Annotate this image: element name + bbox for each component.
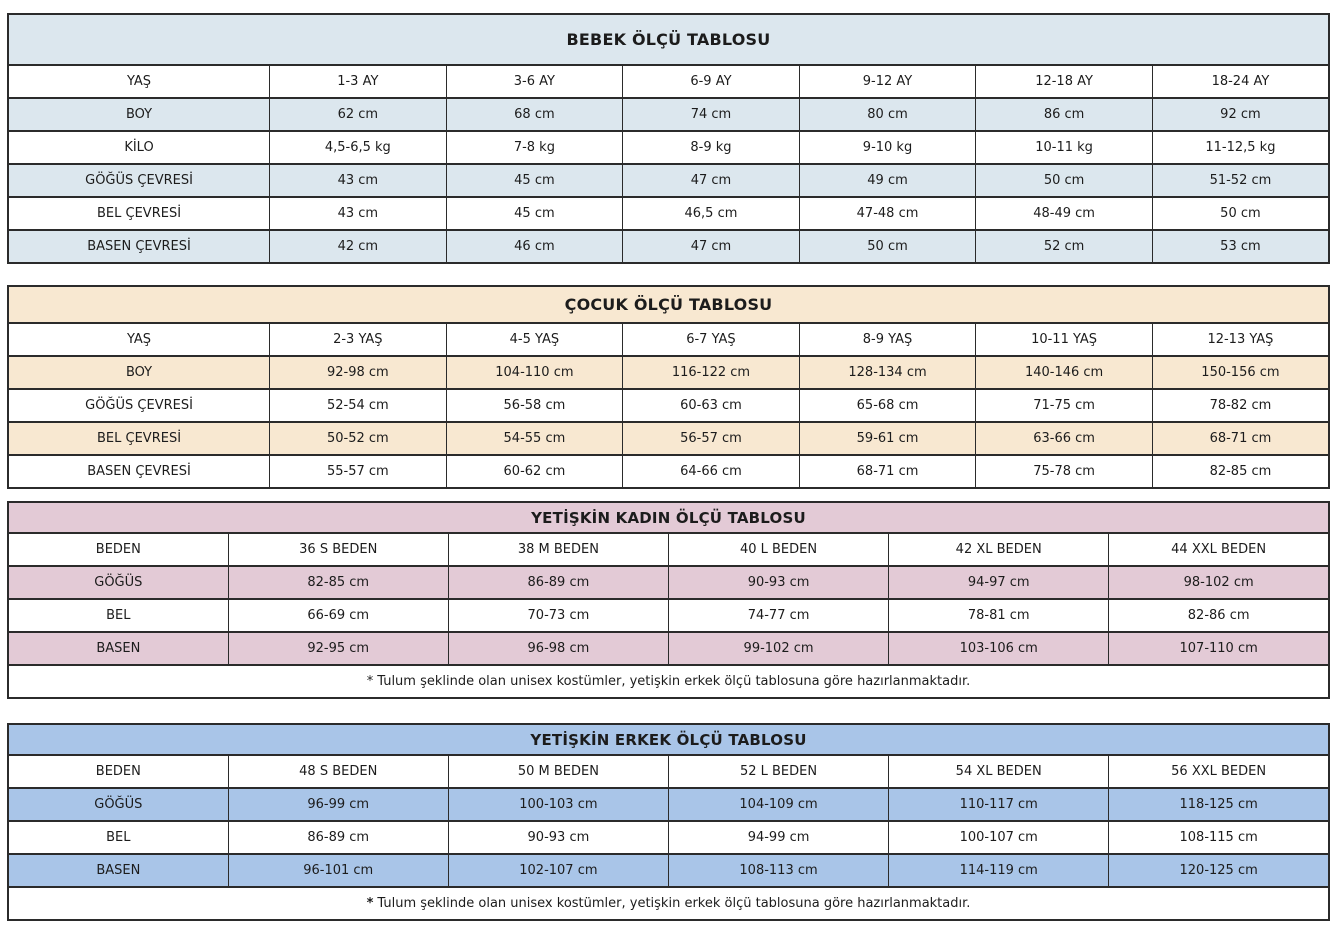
value-cell: 49 cm — [799, 164, 976, 197]
note-text: Tulum şeklinde olan unisex kostümler, yetişkin erkek ölçü tablosuna göre hazırlanmaktadır. — [377, 674, 971, 689]
value-cell: 68-71 cm — [799, 455, 976, 488]
value-cell: 2-3 YAŞ — [270, 323, 447, 356]
value-cell: 150-156 cm — [1152, 356, 1329, 389]
row-label: BOY — [8, 356, 270, 389]
value-cell: 50-52 cm — [270, 422, 447, 455]
value-cell: 104-109 cm — [668, 788, 888, 821]
value-cell: 47 cm — [623, 230, 800, 263]
value-cell: 6-7 YAŞ — [623, 323, 800, 356]
row-label: BEL — [8, 821, 228, 854]
value-cell: 92-98 cm — [270, 356, 447, 389]
value-cell: 42 cm — [270, 230, 447, 263]
value-cell: 74-77 cm — [668, 599, 888, 632]
table-row — [8, 197, 1329, 230]
row-label: BEDEN — [8, 533, 228, 566]
value-cell: 18-24 AY — [1152, 65, 1329, 98]
value-cell: 47-48 cm — [799, 197, 976, 230]
note-row — [8, 887, 1329, 920]
table-row — [8, 164, 1329, 197]
row-label: GÖĞÜS ÇEVRESİ — [8, 164, 270, 197]
table-row — [8, 821, 1329, 854]
row-label: YAŞ — [8, 323, 270, 356]
row-label: BEL ÇEVRESİ — [8, 197, 270, 230]
value-cell: 92-95 cm — [228, 632, 448, 665]
value-cell: 9-10 kg — [799, 131, 976, 164]
table-row — [8, 98, 1329, 131]
value-cell: 70-73 cm — [448, 599, 668, 632]
value-cell: 86-89 cm — [228, 821, 448, 854]
value-cell: 60-63 cm — [623, 389, 800, 422]
value-cell: 48-49 cm — [976, 197, 1153, 230]
value-cell: 52 L BEDEN — [668, 755, 888, 788]
value-cell: 50 cm — [976, 164, 1153, 197]
value-cell: 80 cm — [799, 98, 976, 131]
value-cell: 94-99 cm — [668, 821, 888, 854]
value-cell: 99-102 cm — [668, 632, 888, 665]
value-cell: 54-55 cm — [446, 422, 623, 455]
value-cell: 10-11 kg — [976, 131, 1153, 164]
table-row — [8, 131, 1329, 164]
value-cell: 52 cm — [976, 230, 1153, 263]
row-label: BASEN — [8, 632, 228, 665]
value-cell: 63-66 cm — [976, 422, 1153, 455]
value-cell: 128-134 cm — [799, 356, 976, 389]
value-cell: 82-85 cm — [228, 566, 448, 599]
row-label: BASEN ÇEVRESİ — [8, 455, 270, 488]
value-cell: 104-110 cm — [446, 356, 623, 389]
value-cell: 12-13 YAŞ — [1152, 323, 1329, 356]
erkek-table-note — [8, 887, 1329, 920]
value-cell: 10-11 YAŞ — [976, 323, 1153, 356]
value-cell: 65-68 cm — [799, 389, 976, 422]
table-row — [8, 599, 1329, 632]
value-cell: 103-106 cm — [889, 632, 1109, 665]
table-row — [8, 566, 1329, 599]
value-cell: 75-78 cm — [976, 455, 1153, 488]
cocuk-table-title: ÇOCUK ÖLÇÜ TABLOSU — [8, 286, 1329, 323]
value-cell: 86-89 cm — [448, 566, 668, 599]
value-cell: 90-93 cm — [448, 821, 668, 854]
value-cell: 94-97 cm — [889, 566, 1109, 599]
table-row — [8, 422, 1329, 455]
value-cell: 102-107 cm — [448, 854, 668, 887]
value-cell: 54 XL BEDEN — [889, 755, 1109, 788]
row-label: BASEN — [8, 854, 228, 887]
table-row — [8, 65, 1329, 98]
value-cell: 45 cm — [446, 197, 623, 230]
row-label: GÖĞÜS — [8, 566, 228, 599]
value-cell: 55-57 cm — [270, 455, 447, 488]
value-cell: 56-58 cm — [446, 389, 623, 422]
value-cell: 38 M BEDEN — [448, 533, 668, 566]
erkek-table-title: YETİŞKİN ERKEK ÖLÇÜ TABLOSU — [8, 724, 1329, 755]
value-cell: 4,5-6,5 kg — [270, 131, 447, 164]
value-cell: 98-102 cm — [1109, 566, 1329, 599]
row-label: BOY — [8, 98, 270, 131]
value-cell: 68-71 cm — [1152, 422, 1329, 455]
value-cell: 7-8 kg — [446, 131, 623, 164]
value-cell: 46,5 cm — [623, 197, 800, 230]
table-title-row — [8, 724, 1329, 755]
value-cell: 82-85 cm — [1152, 455, 1329, 488]
value-cell: 47 cm — [623, 164, 800, 197]
value-cell: 6-9 AY — [623, 65, 800, 98]
table-row — [8, 230, 1329, 263]
bebek-table-title: BEBEK ÖLÇÜ TABLOSU — [8, 14, 1329, 65]
table-row — [8, 389, 1329, 422]
table-row — [8, 788, 1329, 821]
note-row — [8, 665, 1329, 698]
cocuk-size-table — [7, 285, 1330, 489]
value-cell: 66-69 cm — [228, 599, 448, 632]
value-cell: 46 cm — [446, 230, 623, 263]
value-cell: 110-117 cm — [889, 788, 1109, 821]
value-cell: 44 XXL BEDEN — [1109, 533, 1329, 566]
note-text: Tulum şeklinde olan unisex kostümler, yetişkin erkek ölçü tablosuna göre hazırlanmaktadır. — [377, 896, 971, 911]
value-cell: 62 cm — [270, 98, 447, 131]
value-cell: 107-110 cm — [1109, 632, 1329, 665]
value-cell: 60-62 cm — [446, 455, 623, 488]
value-cell: 78-81 cm — [889, 599, 1109, 632]
table-row — [8, 854, 1329, 887]
value-cell: 50 M BEDEN — [448, 755, 668, 788]
table-title-row — [8, 14, 1329, 65]
value-cell: 11-12,5 kg — [1152, 131, 1329, 164]
note-asterisk: * — [366, 674, 374, 689]
value-cell: 42 XL BEDEN — [889, 533, 1109, 566]
table-title-row — [8, 502, 1329, 533]
value-cell: 59-61 cm — [799, 422, 976, 455]
table-row — [8, 356, 1329, 389]
row-label: BEL ÇEVRESİ — [8, 422, 270, 455]
value-cell: 100-107 cm — [889, 821, 1109, 854]
value-cell: 92 cm — [1152, 98, 1329, 131]
value-cell: 118-125 cm — [1109, 788, 1329, 821]
table-row — [8, 323, 1329, 356]
value-cell: 45 cm — [446, 164, 623, 197]
value-cell: 86 cm — [976, 98, 1153, 131]
row-label: GÖĞÜS — [8, 788, 228, 821]
value-cell: 71-75 cm — [976, 389, 1153, 422]
note-asterisk: * — [366, 896, 374, 911]
table-title-row — [8, 286, 1329, 323]
value-cell: 108-113 cm — [668, 854, 888, 887]
value-cell: 108-115 cm — [1109, 821, 1329, 854]
table-row — [8, 533, 1329, 566]
value-cell: 51-52 cm — [1152, 164, 1329, 197]
value-cell: 96-101 cm — [228, 854, 448, 887]
value-cell: 100-103 cm — [448, 788, 668, 821]
value-cell: 114-119 cm — [889, 854, 1109, 887]
row-label: KİLO — [8, 131, 270, 164]
value-cell: 40 L BEDEN — [668, 533, 888, 566]
value-cell: 12-18 AY — [976, 65, 1153, 98]
kadin-size-table — [7, 501, 1330, 699]
value-cell: 64-66 cm — [623, 455, 800, 488]
value-cell: 43 cm — [270, 197, 447, 230]
kadin-table-note — [8, 665, 1329, 698]
value-cell: 96-98 cm — [448, 632, 668, 665]
value-cell: 52-54 cm — [270, 389, 447, 422]
row-label: GÖĞÜS ÇEVRESİ — [8, 389, 270, 422]
value-cell: 56 XXL BEDEN — [1109, 755, 1329, 788]
kadin-table-title: YETİŞKİN KADIN ÖLÇÜ TABLOSU — [8, 502, 1329, 533]
value-cell: 120-125 cm — [1109, 854, 1329, 887]
value-cell: 3-6 AY — [446, 65, 623, 98]
value-cell: 8-9 YAŞ — [799, 323, 976, 356]
value-cell: 74 cm — [623, 98, 800, 131]
value-cell: 50 cm — [1152, 197, 1329, 230]
value-cell: 1-3 AY — [270, 65, 447, 98]
value-cell: 116-122 cm — [623, 356, 800, 389]
bebek-size-table — [7, 13, 1330, 264]
value-cell: 48 S BEDEN — [228, 755, 448, 788]
row-label: BEDEN — [8, 755, 228, 788]
value-cell: 43 cm — [270, 164, 447, 197]
value-cell: 9-12 AY — [799, 65, 976, 98]
value-cell: 96-99 cm — [228, 788, 448, 821]
table-row — [8, 632, 1329, 665]
value-cell: 56-57 cm — [623, 422, 800, 455]
erkek-size-table — [7, 723, 1330, 921]
value-cell: 53 cm — [1152, 230, 1329, 263]
value-cell: 82-86 cm — [1109, 599, 1329, 632]
value-cell: 68 cm — [446, 98, 623, 131]
row-label: YAŞ — [8, 65, 270, 98]
table-row — [8, 755, 1329, 788]
table-row — [8, 455, 1329, 488]
row-label: BASEN ÇEVRESİ — [8, 230, 270, 263]
value-cell: 4-5 YAŞ — [446, 323, 623, 356]
value-cell: 36 S BEDEN — [228, 533, 448, 566]
value-cell: 78-82 cm — [1152, 389, 1329, 422]
row-label: BEL — [8, 599, 228, 632]
value-cell: 140-146 cm — [976, 356, 1153, 389]
value-cell: 8-9 kg — [623, 131, 800, 164]
value-cell: 50 cm — [799, 230, 976, 263]
value-cell: 90-93 cm — [668, 566, 888, 599]
